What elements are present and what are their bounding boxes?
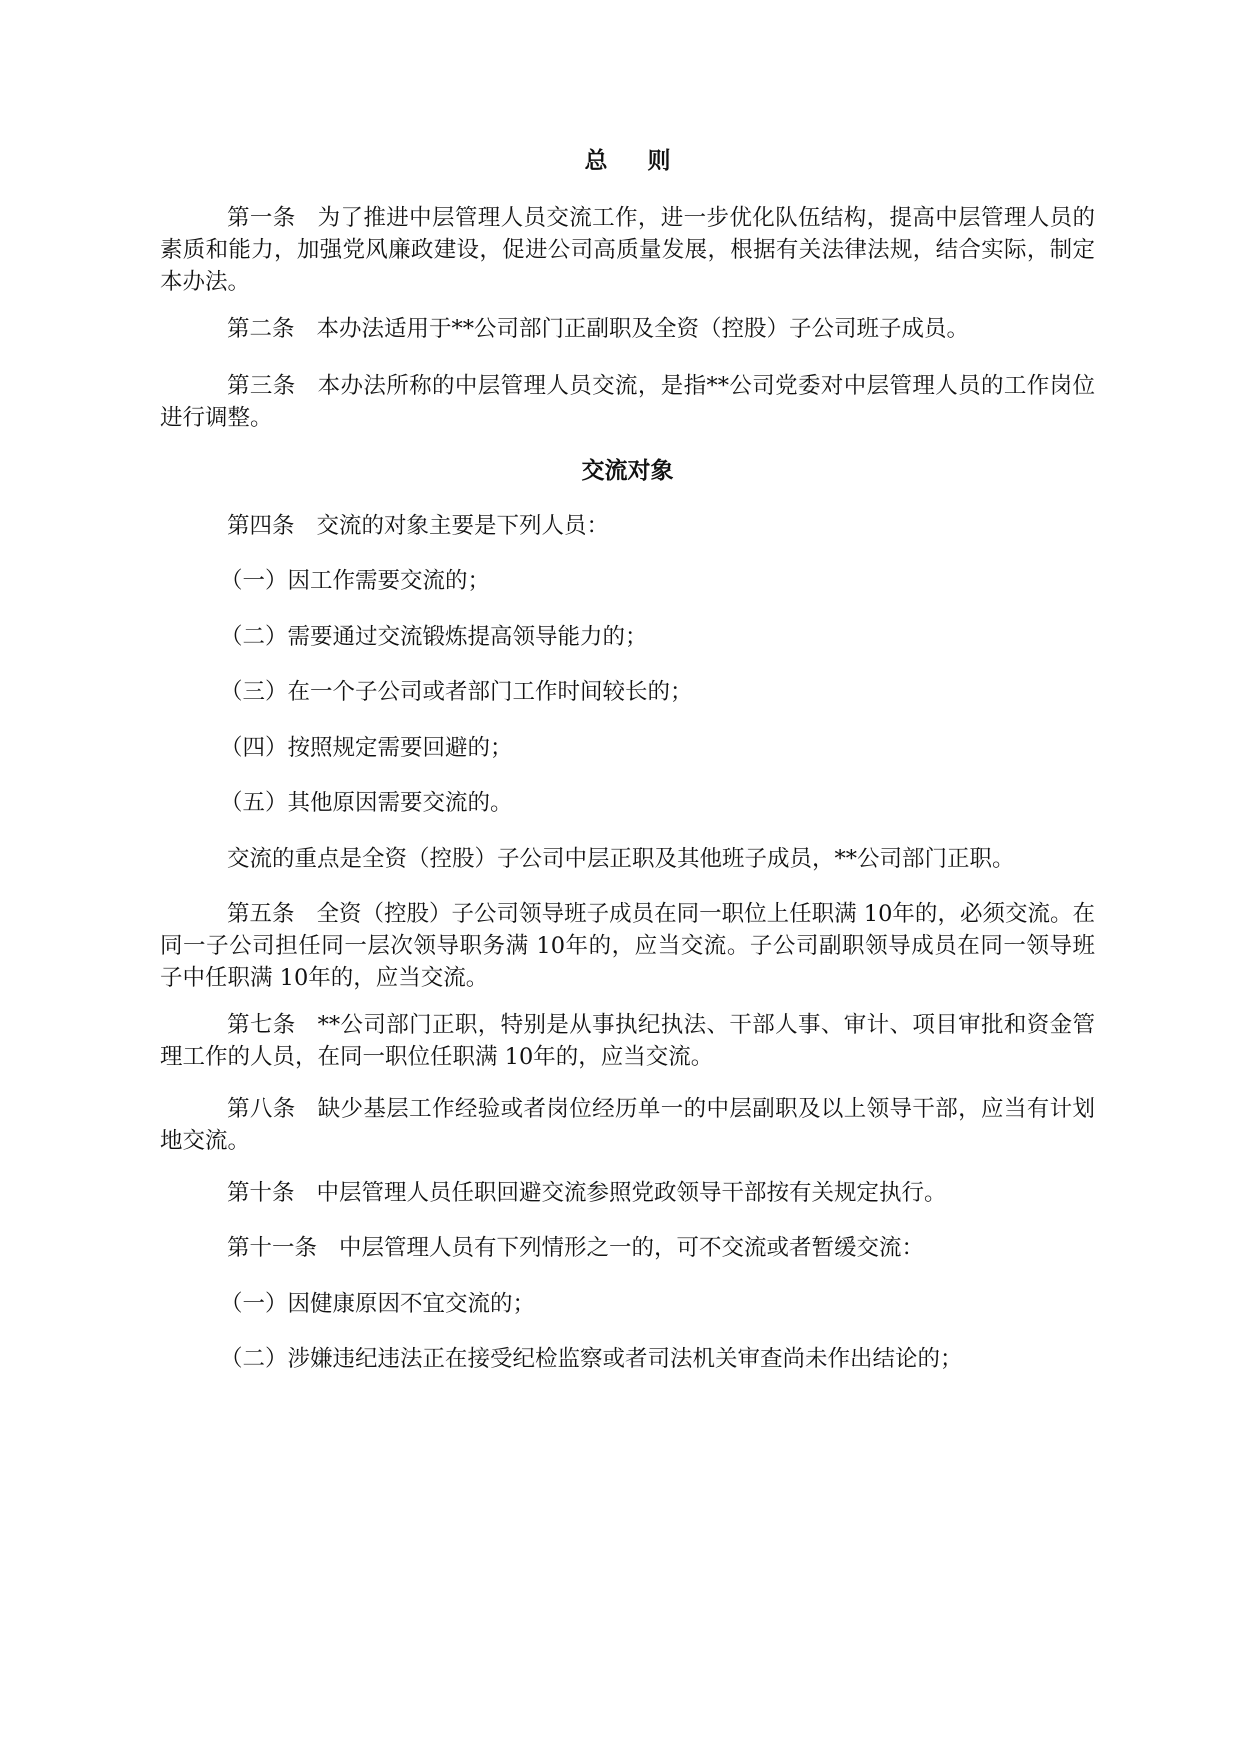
article-3 [160,370,1095,434]
article-text: 中层管理人员有下列情形之一的，可不交流或者暂缓交流： [339,1235,925,1261]
section-title-general: 总则 [584,148,711,174]
article-label: 第三条 [227,373,296,399]
list-item [160,1288,1095,1320]
article-2 [160,313,1095,345]
article-11 [160,1232,1095,1264]
list-item-text: （四）按照规定需要回避的； [220,735,513,761]
article-text: 交流的对象主要是下列人员： [316,513,610,539]
article-label: 第四条 [227,513,295,539]
article-label: 第一条 [227,205,296,231]
article-text: 缺少基层工作经验或者岗位经历单一的中层副职及以上领导干部，应当有计划地交流。 [160,1096,1095,1154]
article-label: 第五条 [227,901,295,927]
article-4 [160,510,1095,542]
list-item [160,565,1095,597]
article-text: 为了推进中层管理人员交流工作，进一步优化队伍结构，提高中层管理人员的素质和能力，加强党风廉政建设，促进公司高质量发展，根据有关法律法规，结合实际，制定本办法。 [160,205,1095,295]
article-text: 全资（控股）子公司领导班子成员在同一职位上任职满 10年的，必须交流。在同一子公司担任同一层次领导职务满 10年的，应当交流。子公司副职领导成员在同一领导班子中任职满 10年的，应当交流。 [160,901,1095,991]
list-item [160,1343,1095,1375]
list-item-text: （二）涉嫌违纪违法正在接受纪检监察或者司法机关审查尚未作出结论的； [220,1346,963,1372]
article-label: 第七条 [227,1012,296,1038]
article-text: 本办法所称的中层管理人员交流，是指**公司党委对中层管理人员的工作岗位进行调整。 [160,373,1095,431]
list-item-text: （二）需要通过交流锻炼提高领导能力的； [220,624,648,650]
article-text: 本办法适用于**公司部门正副职及全资（控股）子公司班子成员。 [316,316,970,342]
article-text: 中层管理人员任职回避交流参照党政领导干部按有关规定执行。 [316,1180,947,1206]
article-label: 第八条 [227,1096,296,1122]
list-item [160,621,1095,653]
article-7 [160,1009,1095,1073]
list-item-text: （三）在一个子公司或者部门工作时间较长的； [220,679,693,705]
paragraph-text: 交流的重点是全资（控股）子公司中层正职及其他班子成员，**公司部门正职。 [227,846,1015,872]
list-item [160,676,1095,708]
section-title-exchange-targets: 交流对象 [581,458,674,484]
list-item [160,732,1095,764]
article-label: 第二条 [227,316,295,342]
list-item-text: （五）其他原因需要交流的。 [220,790,513,816]
article-text: **公司部门正职，特别是从事执纪执法、干部人事、审计、项目审批和资金管理工作的人员，在同一职位任职满 10年的，应当交流。 [160,1012,1095,1070]
article-1 [160,202,1095,298]
article-8 [160,1093,1095,1157]
list-item-text: （一）因工作需要交流的； [220,568,491,594]
focus-paragraph [160,843,1095,875]
list-item-text: （一）因健康原因不宜交流的； [220,1291,536,1317]
list-item [160,787,1095,819]
article-5 [160,898,1095,994]
article-label: 第十条 [227,1180,295,1206]
article-label: 第十一条 [227,1235,318,1261]
article-10 [160,1177,1095,1209]
